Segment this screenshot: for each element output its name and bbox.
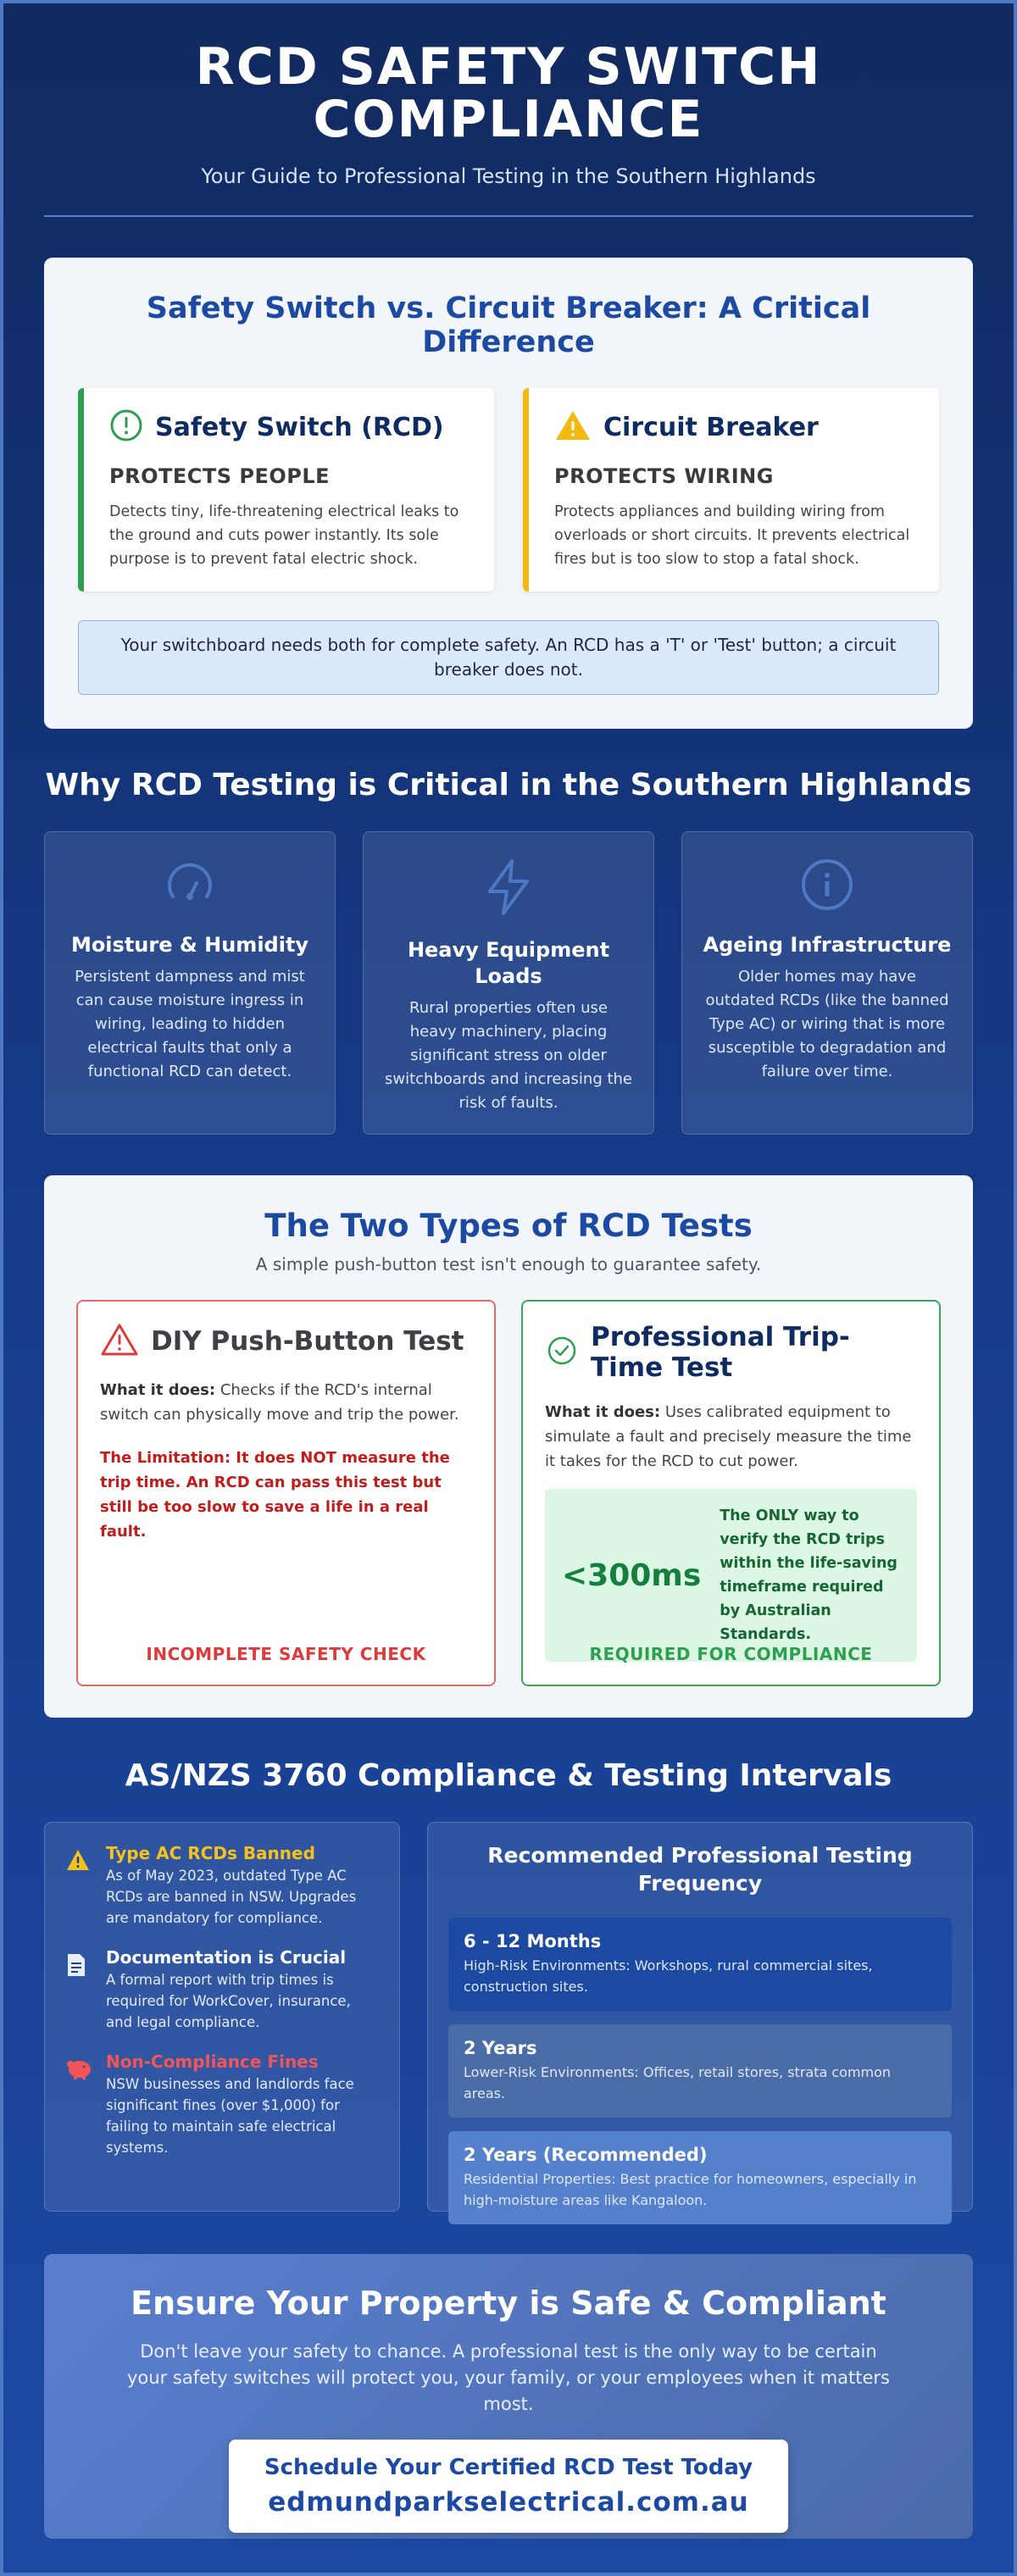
list-item [65,1947,379,2033]
breaker-title: Circuit Breaker [603,412,819,442]
why-card-infrastructure [681,831,973,1135]
pro-test-title: Professional Trip-Time Test [591,1322,850,1383]
frequency-period: 6 - 12 Months [464,1931,602,1951]
tests-card [44,1175,973,1718]
rcd-title: Safety Switch (RCD) [155,412,444,442]
schedule-test-button[interactable] [229,2440,788,2533]
fact-text: A formal report with trip times is required for WorkCover, insurance, and legal compliance. [106,1972,351,2030]
call-to-action [44,2254,973,2539]
pro-test-description: What it does: Uses calibrated equipment to simulate a fault and precisely measure the time it takes for the RCD to cut power. [545,1403,912,1470]
piggy-bank-icon [65,2051,91,2158]
comparison-card [44,258,973,729]
why-card-equipment [363,831,654,1135]
why-card-moisture [44,831,336,1135]
tests-title: The Two Types of RCD Tests [264,1208,753,1244]
website-link[interactable]: edmundparkselectrical.com.au [268,2487,749,2518]
header [44,3,973,188]
page-subtitle: Your Guide to Professional Testing in the Southern Highlands [201,164,816,188]
why-card-text: Persistent dampness and mist can cause moisture ingress in wiring, leading to hidden electrical faults that only a functional RCD can detect. [75,968,305,1080]
fact-title: Documentation is Crucial [106,1947,347,1968]
why-card-title: Moisture & Humidity [70,933,309,957]
why-card-title: Ageing Infrastructure [703,933,952,957]
why-title: Why RCD Testing is Critical in the Southern Highlands [45,768,972,802]
frequency-row [448,2024,952,2118]
exclamation-circle-icon [109,408,143,446]
frequency-text: Lower-Risk Environments: Offices, retail stores, strata common areas. [464,2064,892,2101]
comparison-title: Safety Switch vs. Circuit Breaker: A Critical Difference [146,291,871,359]
gauge-icon [163,899,217,915]
diy-test-description: What it does: Checks if the RCD's internal switch can physically move and trip the power. [100,1381,459,1424]
frequency-row [448,1918,952,2011]
compliance-title: AS/NZS 3760 Compliance & Testing Intervals [125,1758,892,1793]
frequency-period: 2 Years (Recommended) [464,2145,708,2165]
check-circle-icon [545,1334,579,1371]
rcd-subtitle: PROTECTS PEOPLE [109,464,331,488]
cta-text: Don't leave your safety to chance. A professional test is the only way to be certain your safety switches will protect you, your family, or your employees when it matters most. [127,2341,890,2414]
diy-test-footer: INCOMPLETE SAFETY CHECK [146,1644,426,1664]
breaker-text: Protects appliances and building wiring from overloads or short circuits. It prevents electrical fires but is too slow to stop a fatal shock. [554,503,910,568]
testing-frequency [427,1822,973,2212]
compliance-facts [44,1822,400,2212]
info-circle-icon [800,899,854,915]
frequency-text: Residential Properties: Best practice for homeowners, especially in high-moisture areas like Kangaloon. [464,2171,917,2208]
pro-test-box [521,1300,941,1686]
fact-text: As of May 2023, outdated Type AC RCDs are banned in NSW. Upgrades are mandatory for compliance. [106,1868,357,1926]
trip-time-highlight [545,1489,917,1662]
switchboard-note: Your switchboard needs both for complete safety. An RCD has a 'T' or 'Test' button; a circuit breaker does not. [78,620,939,695]
frequency-row [448,2131,952,2224]
page-title: RCD SAFETY SWITCH COMPLIANCE [195,37,822,149]
header-divider [44,215,973,217]
why-card-title: Heavy Equipment Loads [407,938,610,988]
rcd-text: Detects tiny, life-threatening electrical leaks to the ground and cuts power instantly. Its sole purpose is to prevent fatal electric shock. [109,503,459,568]
warning-triangle-icon [554,408,592,446]
cta-button-label: Schedule Your Certified RCD Test Today [264,2455,753,2480]
rcd-box [78,388,494,591]
breaker-subtitle: PROTECTS WIRING [554,464,774,488]
fact-text: NSW businesses and landlords face significant fines (over $1,000) for failing to maintain safe electrical systems. [106,2076,354,2156]
why-card-text: Older homes may have outdated RCDs (like the banned Type AC) or wiring that is more susceptible to degradation and failure over time. [705,968,949,1080]
breaker-box [523,388,939,591]
trip-time-value: <300ms [562,1557,702,1593]
list-item [65,2051,379,2158]
pro-test-footer: REQUIRED FOR COMPLIANCE [589,1644,873,1664]
trip-time-text: The ONLY way to verify the RCD trips within the life-saving timeframe required by Australian Standards. [720,1507,898,1643]
lightning-icon [481,904,536,920]
diy-test-limitation: The Limitation: It does NOT measure the trip time. An RCD can pass this test but still be too slow to save a life in a real fault. [100,1449,450,1541]
frequency-period: 2 Years [464,2038,537,2058]
list-item [65,1843,379,1929]
warning-triangle-icon [100,1322,139,1361]
warning-triangle-icon [65,1843,91,1929]
frequency-text: High-Risk Environments: Workshops, rural commercial sites, construction sites. [464,1957,873,1995]
document-icon [65,1947,91,2033]
fact-title: Type AC RCDs Banned [106,1843,315,1863]
cta-title: Ensure Your Property is Safe & Compliant [131,2285,886,2322]
tests-subtitle: A simple push-button test isn't enough to guarantee safety. [255,1254,762,1274]
why-card-text: Rural properties often use heavy machinery, placing significant stress on older switchboards and increasing the risk of faults. [384,999,633,1112]
diy-test-title: DIY Push-Button Test [151,1326,464,1357]
frequency-title: Recommended Professional Testing Frequency [487,1843,913,1896]
fact-title: Non-Compliance Fines [106,2051,319,2072]
diy-test-box [76,1300,496,1686]
